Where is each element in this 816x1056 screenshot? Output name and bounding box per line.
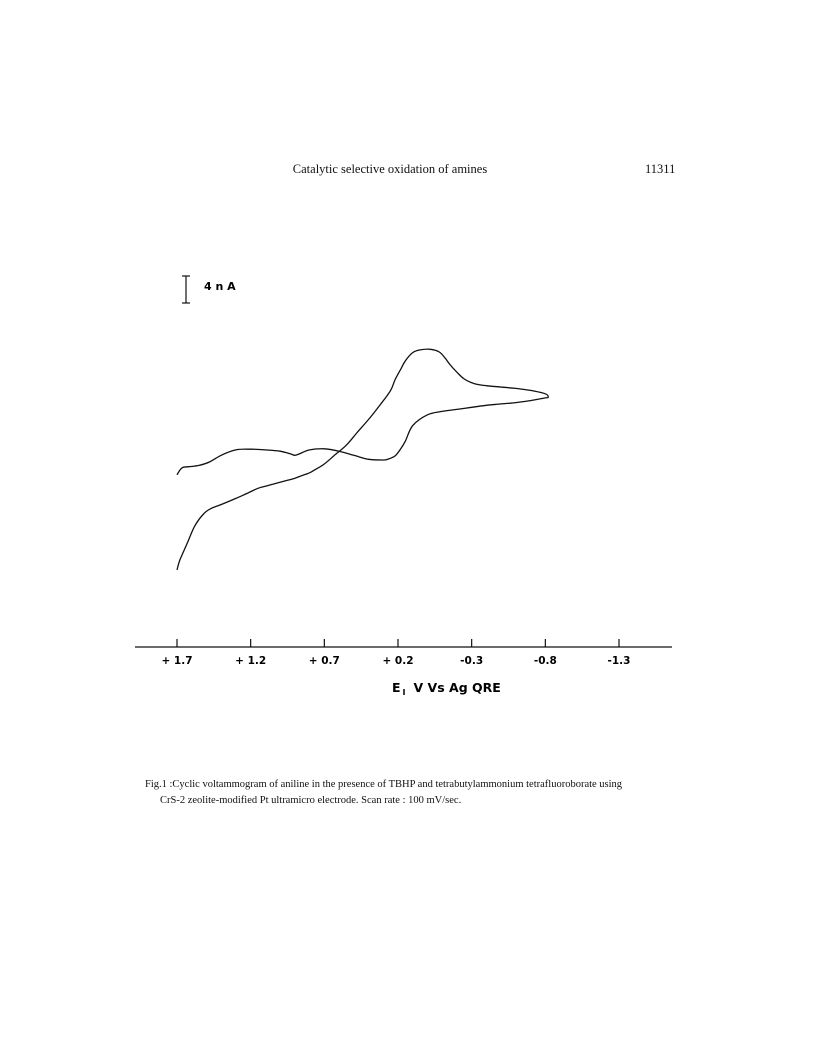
caption-line-2: CrS-2 zeolite-modified Pt ultramicro electrode. Scan rate : 100 mV/sec. — [160, 795, 462, 806]
x-axis-label-sub: I — [402, 688, 406, 697]
page-number: 11311 — [645, 162, 676, 176]
x-axis-label-main: E — [392, 680, 401, 695]
running-title: Catalytic selective oxidation of amines — [292, 162, 488, 176]
x-tick-label: -0.8 — [533, 655, 557, 667]
x-tick-label: + 1.7 — [161, 655, 193, 667]
x-axis-label-rest: V Vs Ag QRE — [413, 680, 501, 695]
x-ticks — [161, 639, 630, 667]
x-tick-label: + 1.2 — [235, 655, 267, 667]
scale-bar — [182, 276, 236, 303]
figure-caption — [145, 777, 705, 809]
x-tick-label: -0.3 — [460, 655, 484, 667]
x-tick-label: + 0.7 — [308, 655, 340, 667]
x-tick-label: + 0.2 — [382, 655, 414, 667]
caption-line-1: Fig.1 :Cyclic voltammogram of aniline in the presence of TBHP and tetrabutylammonium tetrafluoroborate using — [145, 779, 623, 790]
x-axis-label — [392, 680, 501, 697]
scale-bar-label: 4 n A — [204, 280, 236, 293]
x-tick-label: -1.3 — [607, 655, 631, 667]
series-line-cv — [177, 349, 548, 570]
